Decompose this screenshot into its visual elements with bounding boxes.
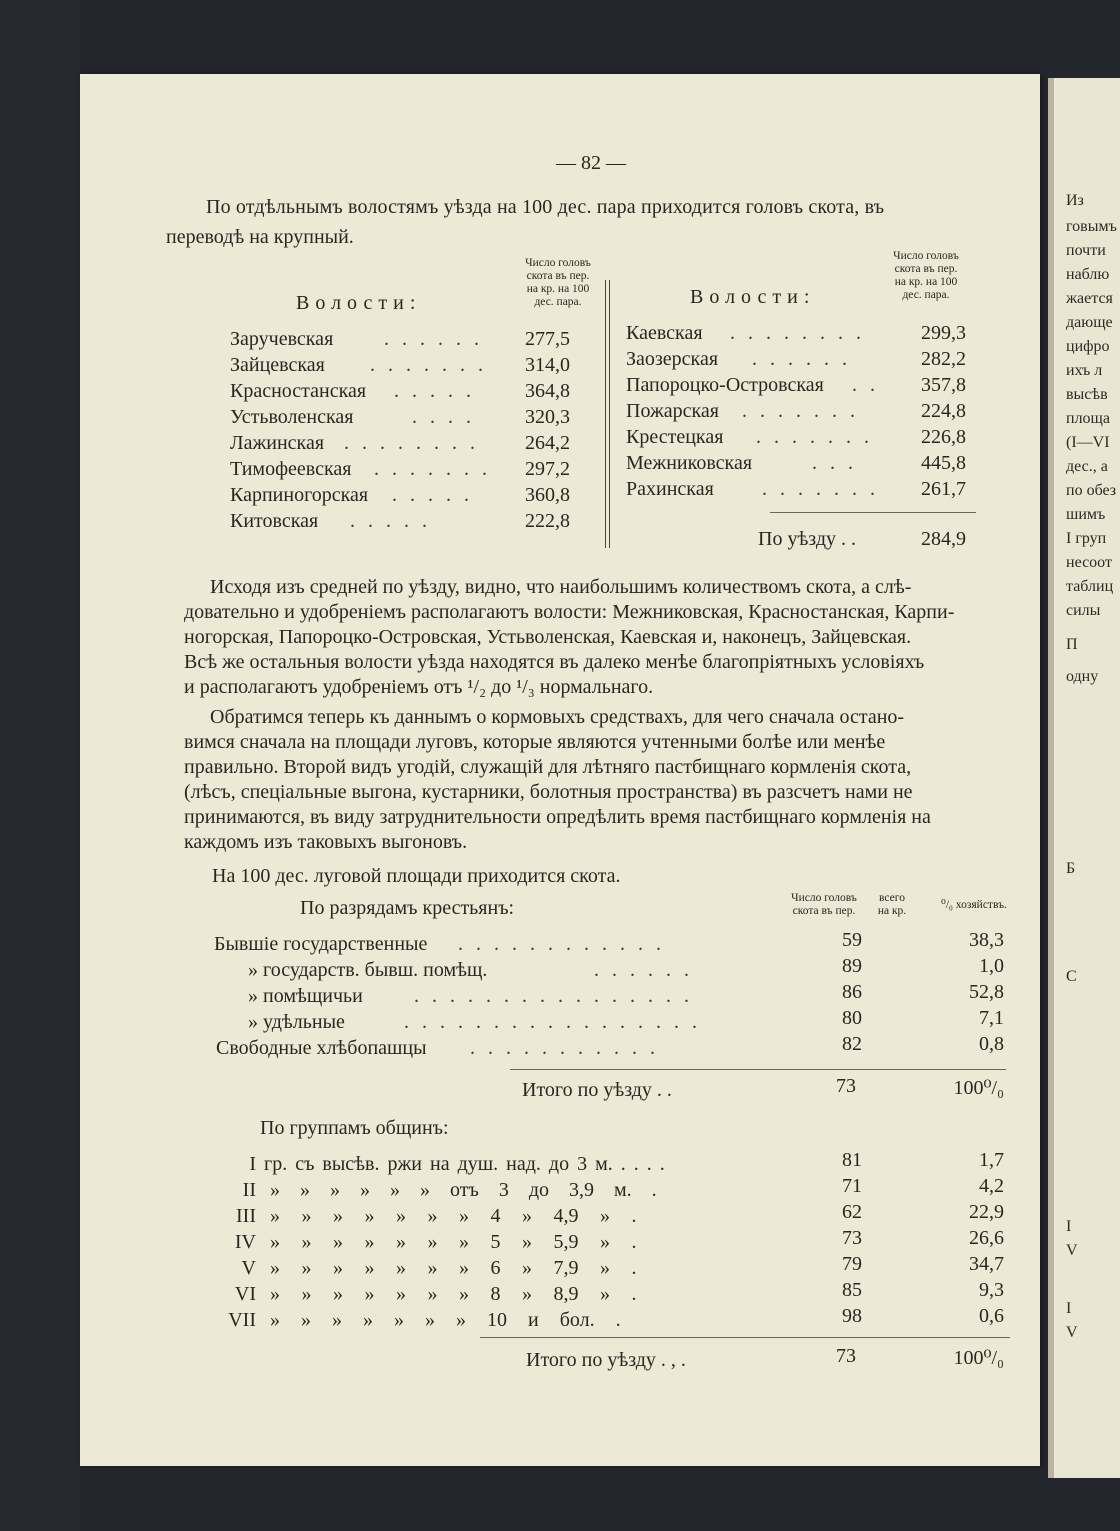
group-table-heading: По группамъ общинъ: <box>260 1117 449 1139</box>
rank-head-value: 82 <box>842 1033 862 1055</box>
adjacent-text: I <box>1066 1300 1072 1317</box>
volost-value-header-right <box>880 250 972 302</box>
column-divider <box>609 280 610 548</box>
rank-label: Бывшіе государственные <box>214 933 428 955</box>
volost-value: 226,8 <box>921 426 966 448</box>
rank-col2-header <box>866 892 918 918</box>
rank-head-value: 86 <box>842 981 862 1003</box>
volost-name: Устьволенская <box>230 406 354 428</box>
header-line: на кр. на 100 <box>526 283 590 295</box>
group-pct-value: 22,9 <box>969 1201 1004 1223</box>
adjacent-text: жается <box>1066 290 1113 307</box>
adjacent-text: Б <box>1066 860 1076 877</box>
volost-header-left: Волости: <box>296 292 422 314</box>
group-desc: » » » » » » » 5 » 5,9 » . <box>270 1231 637 1253</box>
group-roman: I <box>249 1153 256 1175</box>
page-number: — 82 — <box>556 152 626 174</box>
group-pct-value: 1,7 <box>979 1149 1004 1171</box>
leader-dots: . . . . . . <box>752 348 851 370</box>
intro-line-1: По отдѣльнымъ волостямъ уѣзда на 100 дес. пара приходится головъ скота, въ <box>206 196 885 218</box>
group-roman: III <box>236 1205 256 1227</box>
leader-dots: . . . . . . . <box>762 478 879 500</box>
volost-value: 222,8 <box>525 510 570 532</box>
header-line: всего <box>879 892 905 904</box>
group-pct-value: 9,3 <box>979 1279 1004 1301</box>
leader-dots: . . . . . . . <box>370 354 487 376</box>
adjacent-page-edge <box>1048 78 1054 1478</box>
leader-dots: . . . . . <box>392 484 473 506</box>
header-line: Число головъ <box>525 257 591 269</box>
paragraph-line: правильно. Второй видъ угодій, служащій для лѣтняго пастбищнаго кормленія скота, <box>184 756 912 778</box>
adjacent-text: цифро <box>1066 338 1110 355</box>
leader-dots: . . . . . . <box>594 959 693 981</box>
group-roman: VI <box>234 1283 256 1305</box>
volost-value: 357,8 <box>921 374 966 396</box>
group-head-value: 71 <box>842 1175 862 1197</box>
adjacent-text: таблиц <box>1066 578 1114 595</box>
volost-total-label: По уѣзду . . <box>758 528 857 550</box>
volost-value: 277,5 <box>525 328 570 350</box>
volost-name: Пожарская <box>626 400 720 422</box>
group-head-value: 79 <box>842 1253 862 1275</box>
adjacent-text: по обез <box>1066 482 1117 499</box>
group-head-value: 98 <box>842 1305 862 1327</box>
volost-name: Тимофеевская <box>230 458 352 480</box>
volost-total-value: 284,9 <box>921 528 966 550</box>
adjacent-text: шимъ <box>1066 506 1106 523</box>
group-desc: гр. съ высѣв. ржи на душ. над. до 3 м. . . . . <box>264 1153 665 1175</box>
volost-name: Заручевская <box>230 328 334 350</box>
adjacent-text: говымъ <box>1066 218 1117 235</box>
group-roman: V <box>241 1257 256 1279</box>
adjacent-text: С <box>1066 968 1077 985</box>
leader-dots: . . . . . . . . . . . . . . . . . <box>404 1011 701 1033</box>
group-desc: » » » » » » » 6 » 7,9 » . <box>270 1257 637 1279</box>
paragraph-line: Исходя изъ средней по уѣзду, видно, что наибольшимъ количествомъ скота, а слѣ- <box>210 576 912 598</box>
paragraph-line: довательно и удобреніемъ располагаютъ волости: Межниковская, Красностанская, Карпи- <box>184 601 955 623</box>
volost-name: Красностанская <box>230 380 367 402</box>
rank-pct-value: 0,8 <box>979 1033 1004 1055</box>
adjacent-text: одну <box>1066 668 1099 685</box>
leader-dots: . . . . . . . . . . . . . . . . <box>414 985 693 1007</box>
volost-value: 224,8 <box>921 400 966 422</box>
group-total-rule <box>480 1337 1010 1338</box>
volost-name: Крестецкая <box>626 426 724 448</box>
rank-label: Свободные хлѣбопашцы <box>216 1037 427 1059</box>
adjacent-text: (I—VI <box>1066 434 1110 451</box>
adjacent-text: дес., а <box>1066 458 1108 475</box>
adjacent-text: Из <box>1066 192 1084 209</box>
volost-value: 282,2 <box>921 348 966 370</box>
adjacent-text: V <box>1066 1242 1078 1259</box>
adjacent-text: силы <box>1066 602 1101 619</box>
leader-dots: . . . . . . . . <box>730 322 865 344</box>
group-pct-value: 0,6 <box>979 1305 1004 1327</box>
volost-value: 445,8 <box>921 452 966 474</box>
volost-value: 261,7 <box>921 478 966 500</box>
rank-pct-value: 1,0 <box>979 955 1004 977</box>
adjacent-text: I груп <box>1066 530 1107 547</box>
group-total-label: Итого по уѣзду . , . <box>526 1349 686 1371</box>
volost-name: Заозерская <box>626 348 719 370</box>
volost-value: 364,8 <box>525 380 570 402</box>
paragraph-line: ногорская, Папороцко-Островская, Устьволенская, Каевская и, наконецъ, Зайцевская. <box>184 626 912 648</box>
group-roman: II <box>242 1179 256 1201</box>
adjacent-text: площа <box>1066 410 1110 427</box>
rank-col1-header <box>778 892 870 918</box>
leader-dots: . . . . . . . . . . . . <box>458 933 665 955</box>
leader-dots: . . . . . . . . . . . <box>470 1037 659 1059</box>
paragraph-line: каждомъ изъ таковыхъ выгоновъ. <box>184 831 468 853</box>
group-head-value: 62 <box>842 1201 862 1223</box>
group-pct-value: 26,6 <box>969 1227 1004 1249</box>
volost-value: 360,8 <box>525 484 570 506</box>
volost-name: Каевская <box>626 322 703 344</box>
volost-name: Китовская <box>230 510 319 532</box>
rank-label: » государств. бывш. помѣщ. <box>248 959 488 981</box>
adjacent-text: V <box>1066 1324 1078 1341</box>
leader-dots: . . . . . <box>394 380 475 402</box>
leader-dots: . . . . . . <box>384 328 483 350</box>
leader-dots: . . . . . . . <box>756 426 873 448</box>
paragraph-line: вимся сначала на площади луговъ, которые являются учтенными болѣе или менѣе <box>184 731 886 753</box>
paragraph-line: и располагаютъ удобреніемъ отъ ¹/₂ до ¹/₃ нормальнаго. <box>184 676 654 698</box>
rank-col3-header: ⁰/₀ хозяйствъ. <box>941 899 1007 911</box>
group-roman: IV <box>234 1231 256 1253</box>
rank-label: » помѣщичьи <box>248 985 363 1007</box>
adjacent-text: I <box>1066 1218 1072 1235</box>
volost-value-header-left <box>512 257 604 309</box>
header-line: на кр. на 100 <box>894 276 958 288</box>
volost-name: Зайцевская <box>230 354 325 376</box>
volost-value: 264,2 <box>525 432 570 454</box>
adjacent-text: ихъ л <box>1066 362 1103 379</box>
column-divider <box>605 280 606 548</box>
group-head-value: 85 <box>842 1279 862 1301</box>
leader-dots: . . . . . <box>350 510 431 532</box>
meadow-intro: На 100 дес. луговой площади приходится скота. <box>212 865 621 887</box>
group-roman: VII <box>228 1309 256 1331</box>
rank-label: » удѣльные <box>248 1011 345 1033</box>
rank-head-value: 89 <box>842 955 862 977</box>
header-line: на кр. <box>877 905 907 917</box>
group-head-value: 73 <box>842 1227 862 1249</box>
header-line: дес. пара. <box>534 296 582 308</box>
header-line: Число головъ <box>893 250 959 262</box>
volost-name: Карпиногорская <box>230 484 369 506</box>
rank-total-label: Итого по уѣзду . . <box>522 1079 672 1101</box>
background-left <box>0 0 80 1531</box>
rank-head-value: 80 <box>842 1007 862 1029</box>
adjacent-text: П <box>1066 636 1078 653</box>
rank-total-pct: 100⁰/₀ <box>953 1077 1004 1099</box>
header-line: скота въ пер. <box>894 263 958 275</box>
paragraph-2 <box>184 705 1032 855</box>
leader-dots: . . . . . . . <box>742 400 859 422</box>
header-line: скота въ пер. <box>792 905 856 917</box>
volost-value: 297,2 <box>525 458 570 480</box>
adjacent-text: почти <box>1066 242 1106 259</box>
group-total-head: 73 <box>836 1345 856 1367</box>
volost-value: 320,3 <box>525 406 570 428</box>
group-pct-value: 34,7 <box>969 1253 1004 1275</box>
header-line: скота въ пер. <box>526 270 590 282</box>
rank-pct-value: 7,1 <box>979 1007 1004 1029</box>
group-total-pct: 100⁰/₀ <box>953 1347 1004 1369</box>
group-desc: » » » » » » » 8 » 8,9 » . <box>270 1283 637 1305</box>
volost-name: Папороцко-Островская <box>626 374 824 396</box>
volost-name: Лажинская <box>230 432 325 454</box>
leader-dots: . . . <box>812 452 857 474</box>
paragraph-line: (лѣсъ, спеціальные выгона, кустарники, болотныя пространства) въ разсчетъ нами не <box>184 781 913 803</box>
rank-pct-value: 38,3 <box>969 929 1004 951</box>
intro-line-2: переводѣ на крупный. <box>166 226 354 248</box>
rank-pct-value: 52,8 <box>969 981 1004 1003</box>
total-rule <box>770 512 976 513</box>
paragraph-line: Всѣ же остальныя волости уѣзда находятся въ далеко менѣе благопріятныхъ условіяхъ <box>184 651 925 673</box>
leader-dots: . . . . . . . . <box>344 432 479 454</box>
paragraph-1 <box>184 575 1032 700</box>
group-desc: » » » » » » отъ 3 до 3,9 м. . <box>270 1179 657 1201</box>
adjacent-text: несоот <box>1066 554 1112 571</box>
paragraph-line: Обратимся теперь къ даннымъ о кормовыхъ средствахъ, для чего сначала остано- <box>210 706 905 728</box>
header-line: Число головъ <box>791 892 857 904</box>
volost-name: Рахинская <box>626 478 714 500</box>
volost-value: 299,3 <box>921 322 966 344</box>
volost-value: 314,0 <box>525 354 570 376</box>
leader-dots: . . . . . . . <box>374 458 491 480</box>
volost-name: Межниковская <box>626 452 753 474</box>
volost-header-right: Волости: <box>690 286 816 308</box>
adjacent-text: дающе <box>1066 314 1113 331</box>
paragraph-line: принимаются, въ виду затруднительности опредѣлить время пастбищнаго кормленія на <box>184 806 931 828</box>
group-desc: » » » » » » » 4 » 4,9 » . <box>270 1205 637 1227</box>
rank-table-heading: По разрядамъ крестьянъ: <box>300 897 515 919</box>
rank-total-rule <box>510 1069 1006 1070</box>
rank-total-head: 73 <box>836 1075 856 1097</box>
adjacent-text: высѣв <box>1066 386 1108 403</box>
header-line: дес. пара. <box>902 289 950 301</box>
leader-dots: . . <box>852 374 879 396</box>
adjacent-page <box>1048 78 1120 1478</box>
rank-head-value: 59 <box>842 929 862 951</box>
group-head-value: 81 <box>842 1149 862 1171</box>
leader-dots: . . . . <box>412 406 475 428</box>
group-desc: » » » » » » » 10 и бол. . <box>270 1309 621 1331</box>
group-pct-value: 4,2 <box>979 1175 1004 1197</box>
adjacent-text: наблю <box>1066 266 1110 283</box>
